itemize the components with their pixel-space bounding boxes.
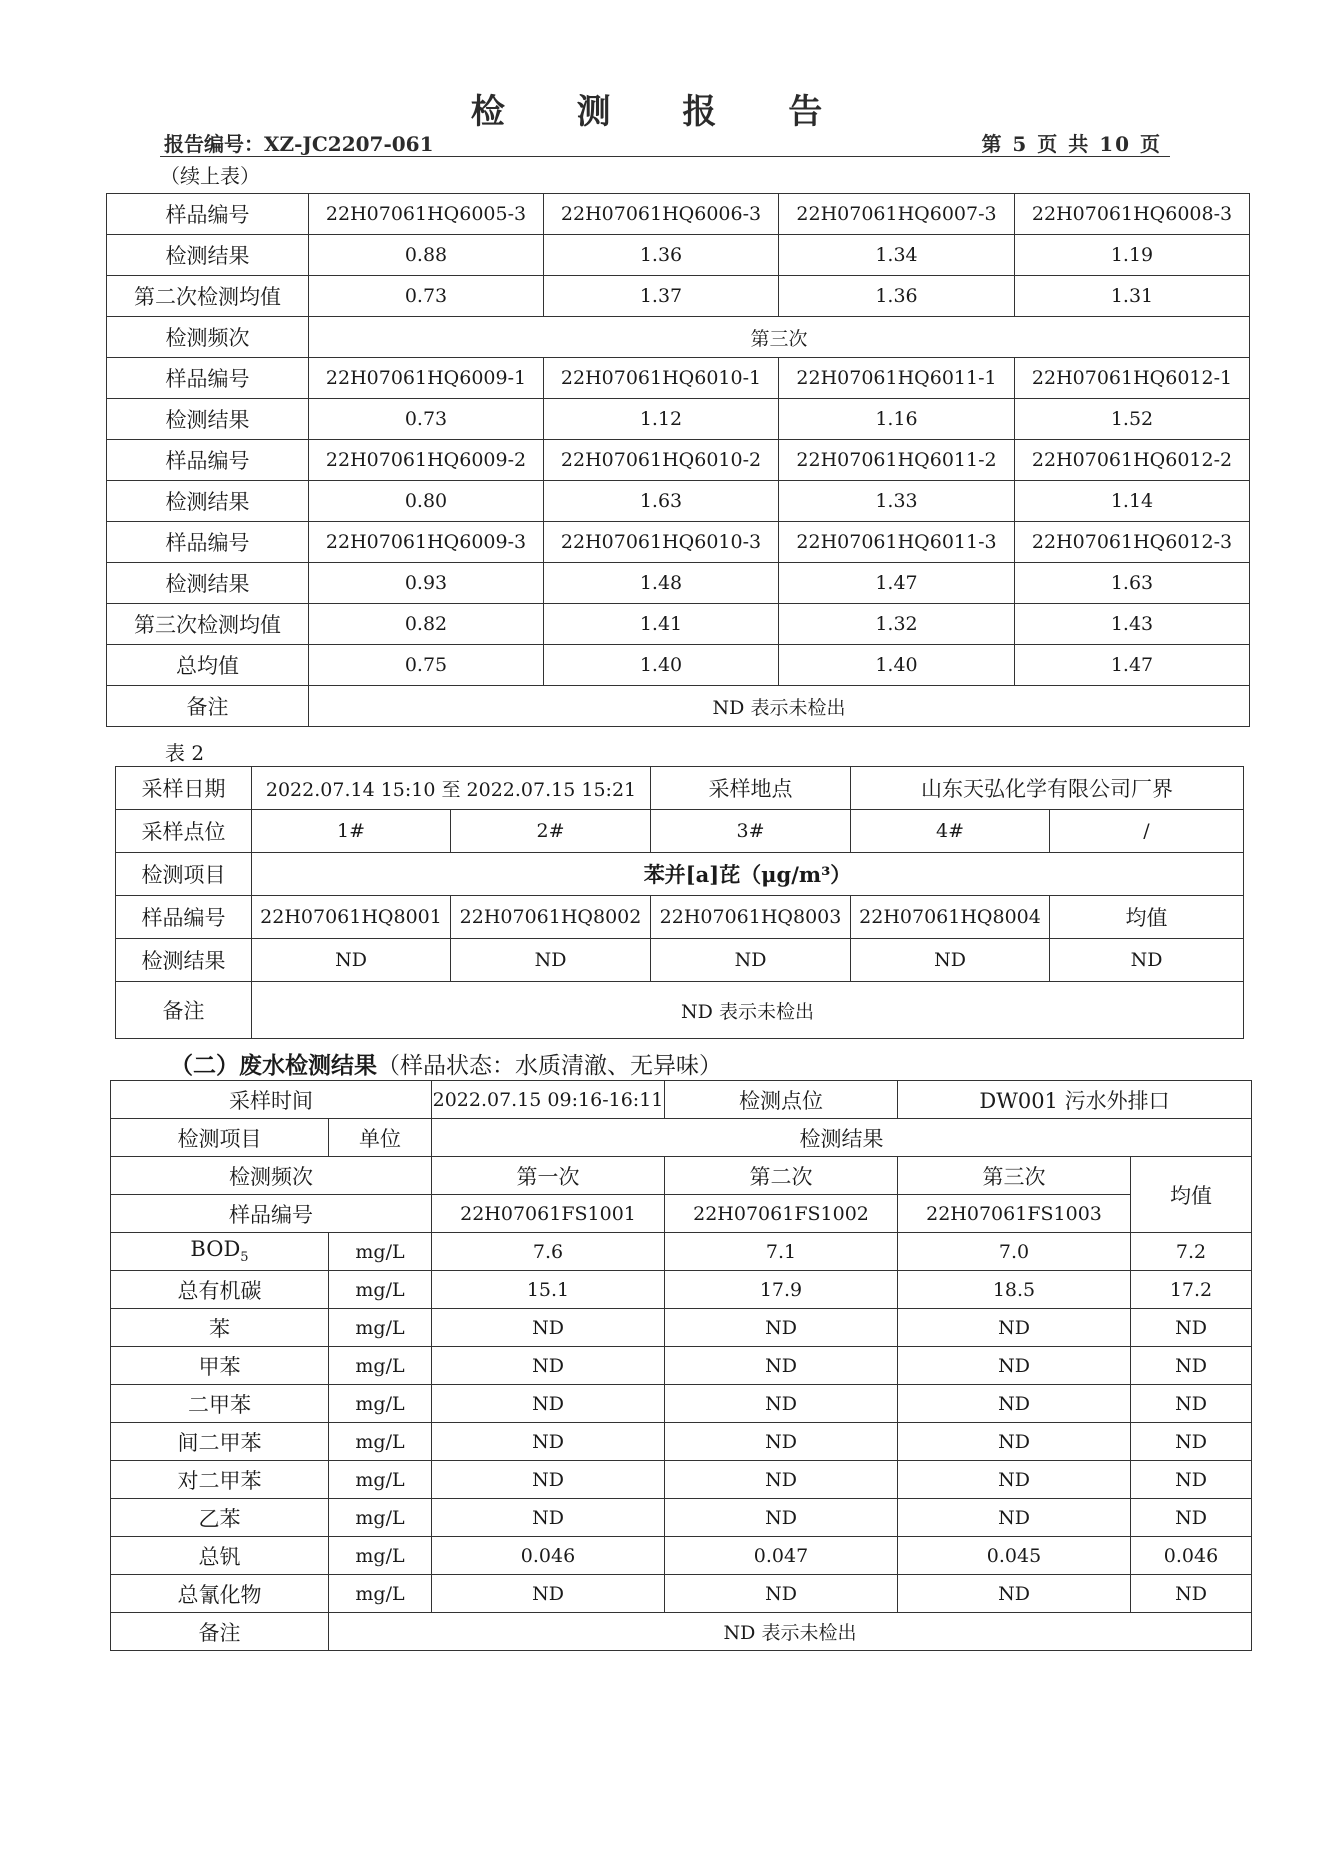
- cell: mg/L: [329, 1309, 432, 1347]
- cell: 22H07061HQ6010-1: [544, 358, 779, 399]
- row-label: 采样点位: [116, 810, 252, 853]
- row-label: 检测结果: [107, 563, 309, 604]
- cell: 1.33: [779, 481, 1015, 522]
- cell: ND: [898, 1385, 1131, 1423]
- row-label: 备注: [116, 982, 252, 1039]
- cell: 1.63: [1015, 563, 1250, 604]
- cell: 山东天弘化学有限公司厂界: [851, 767, 1244, 810]
- cell: 1.47: [1015, 645, 1250, 686]
- table-row: [107, 358, 1250, 399]
- row-label: 检测结果: [107, 481, 309, 522]
- table-row: [111, 1575, 1252, 1613]
- cell: 22H07061HQ6012-3: [1015, 522, 1250, 563]
- table-row: [116, 896, 1244, 939]
- table-row: [107, 686, 1250, 727]
- cell: 22H07061HQ6009-3: [309, 522, 544, 563]
- cell: 22H07061HQ6008-3: [1015, 194, 1250, 235]
- report-number: 报告编号：XZ-JC2207-061: [164, 132, 434, 156]
- row-label: [111, 1233, 329, 1271]
- table-row: [111, 1461, 1252, 1499]
- row-label: 样品编号: [111, 1195, 432, 1233]
- table-row: [116, 810, 1244, 853]
- cell: 22H07061HQ6006-3: [544, 194, 779, 235]
- cell: ND: [432, 1499, 665, 1537]
- cell: ND: [432, 1347, 665, 1385]
- cell: 0.88: [309, 235, 544, 276]
- cell: 0.93: [309, 563, 544, 604]
- cell: /: [1050, 810, 1244, 853]
- cell: 苯并[a]芘（μg/m³）: [252, 853, 1244, 896]
- cell: 0.80: [309, 481, 544, 522]
- report-title: 检 测 报 告: [470, 92, 853, 132]
- cell: mg/L: [329, 1385, 432, 1423]
- row-label: 苯: [111, 1309, 329, 1347]
- row-label: 检测频次: [107, 317, 309, 358]
- row-label: 检测点位: [665, 1081, 898, 1119]
- cell: 22H07061HQ6012-2: [1015, 440, 1250, 481]
- cell: 1.12: [544, 399, 779, 440]
- note-cell: ND 表示未检出: [252, 982, 1244, 1039]
- table-row: [111, 1271, 1252, 1309]
- cell: 22H07061HQ8003: [651, 896, 851, 939]
- cell: 22H07061FS1003: [898, 1195, 1131, 1233]
- cell: 1.36: [544, 235, 779, 276]
- table-row: [107, 604, 1250, 645]
- row-label: 总氰化物: [111, 1575, 329, 1613]
- row-label: 样品编号: [116, 896, 252, 939]
- cell: 1.37: [544, 276, 779, 317]
- cell: 0.046: [432, 1537, 665, 1575]
- cell: 22H07061HQ6011-3: [779, 522, 1015, 563]
- row-label: 样品编号: [107, 522, 309, 563]
- column-header: 均值: [1131, 1157, 1252, 1233]
- cell: mg/L: [329, 1347, 432, 1385]
- cell: ND: [851, 939, 1050, 982]
- table2-caption: 表 2: [165, 741, 205, 765]
- cell: 1.34: [779, 235, 1015, 276]
- cell: 22H07061HQ6012-1: [1015, 358, 1250, 399]
- row-label: 第三次检测均值: [107, 604, 309, 645]
- row-label: 检测结果: [116, 939, 252, 982]
- cell: mg/L: [329, 1461, 432, 1499]
- cell: ND: [651, 939, 851, 982]
- cell: 18.5: [898, 1271, 1131, 1309]
- cell: 22H07061HQ6010-2: [544, 440, 779, 481]
- cell: 7.2: [1131, 1233, 1252, 1271]
- cell: 1.14: [1015, 481, 1250, 522]
- table-row: [107, 317, 1250, 358]
- cell: ND: [665, 1499, 898, 1537]
- cell: 1.31: [1015, 276, 1250, 317]
- cell: ND: [898, 1461, 1131, 1499]
- table-row: [107, 194, 1250, 235]
- table-row: [111, 1157, 1252, 1195]
- cell: 0.73: [309, 399, 544, 440]
- cell: 1.36: [779, 276, 1015, 317]
- row-label: 检测频次: [111, 1157, 432, 1195]
- cell: 22H07061HQ6011-1: [779, 358, 1015, 399]
- cell: 1.19: [1015, 235, 1250, 276]
- row-label: 第二次检测均值: [107, 276, 309, 317]
- cell: ND: [665, 1309, 898, 1347]
- cell: 0.045: [898, 1537, 1131, 1575]
- cell: ND: [898, 1347, 1131, 1385]
- cell: 0.046: [1131, 1537, 1252, 1575]
- report-header-row: [160, 126, 1170, 157]
- cell: ND: [665, 1423, 898, 1461]
- table-row: [107, 645, 1250, 686]
- row-label: 备注: [111, 1613, 329, 1651]
- cell: mg/L: [329, 1271, 432, 1309]
- cell: ND: [1050, 939, 1244, 982]
- cell: ND: [898, 1499, 1131, 1537]
- cell: 1#: [252, 810, 451, 853]
- section-title: [170, 1047, 722, 1080]
- cell: 1.47: [779, 563, 1015, 604]
- cell: 22H07061HQ6009-2: [309, 440, 544, 481]
- cell: 1.63: [544, 481, 779, 522]
- table-row: [111, 1423, 1252, 1461]
- table-row: [107, 235, 1250, 276]
- cell: ND: [665, 1461, 898, 1499]
- column-header: 检测结果: [432, 1119, 1252, 1157]
- table-row: [107, 522, 1250, 563]
- cell: mg/L: [329, 1537, 432, 1575]
- column-header: 单位: [329, 1119, 432, 1157]
- note-cell: ND 表示未检出: [309, 686, 1250, 727]
- cell: 1.41: [544, 604, 779, 645]
- cell: ND: [1131, 1309, 1252, 1347]
- cell: 22H07061HQ6011-2: [779, 440, 1015, 481]
- row-label: 样品编号: [107, 440, 309, 481]
- bod-subscript: 5: [240, 1250, 249, 1266]
- cell: ND: [432, 1385, 665, 1423]
- cell: ND: [1131, 1423, 1252, 1461]
- cell: ND: [432, 1461, 665, 1499]
- cell: ND: [1131, 1575, 1252, 1613]
- cell: ND: [665, 1385, 898, 1423]
- note-cell: ND 表示未检出: [329, 1613, 1252, 1651]
- boundary-table: [115, 766, 1244, 1039]
- cell: 7.0: [898, 1233, 1131, 1271]
- cell: ND: [898, 1423, 1131, 1461]
- table-row: [111, 1613, 1252, 1651]
- cell: ND: [432, 1575, 665, 1613]
- table-row: [107, 440, 1250, 481]
- cell: 第一次: [432, 1157, 665, 1195]
- row-label: 采样时间: [111, 1081, 432, 1119]
- cell: ND: [665, 1575, 898, 1613]
- cell: 15.1: [432, 1271, 665, 1309]
- cell: 17.2: [1131, 1271, 1252, 1309]
- section-heading: （二）废水检测结果: [170, 1052, 377, 1079]
- cell: 2#: [451, 810, 651, 853]
- continued-label: （续上表）: [160, 164, 260, 188]
- cell: 均值: [1050, 896, 1244, 939]
- cell: 22H07061HQ8001: [252, 896, 451, 939]
- cell: ND: [898, 1575, 1131, 1613]
- cell: ND: [898, 1309, 1131, 1347]
- cell: ND: [432, 1309, 665, 1347]
- row-label: 总均值: [107, 645, 309, 686]
- cell: mg/L: [329, 1499, 432, 1537]
- cell: ND: [1131, 1499, 1252, 1537]
- cell: 7.6: [432, 1233, 665, 1271]
- table-row: [111, 1309, 1252, 1347]
- cell: 17.9: [665, 1271, 898, 1309]
- row-label: 对二甲苯: [111, 1461, 329, 1499]
- table-row: [116, 767, 1244, 810]
- cell: 1.40: [544, 645, 779, 686]
- cell: 22H07061FS1002: [665, 1195, 898, 1233]
- cell: ND: [252, 939, 451, 982]
- cell: ND: [432, 1423, 665, 1461]
- cell: 2022.07.15 09:16-16:11: [432, 1081, 665, 1119]
- row-label: 甲苯: [111, 1347, 329, 1385]
- row-label: 检测结果: [107, 235, 309, 276]
- cell: 1.52: [1015, 399, 1250, 440]
- cell: ND: [1131, 1347, 1252, 1385]
- cell: 0.82: [309, 604, 544, 645]
- table-row: [107, 276, 1250, 317]
- wastewater-table: [110, 1080, 1252, 1651]
- cell: 7.1: [665, 1233, 898, 1271]
- table-row: [111, 1385, 1252, 1423]
- table-row: [111, 1537, 1252, 1575]
- cell: ND: [665, 1347, 898, 1385]
- cell: 22H07061HQ6007-3: [779, 194, 1015, 235]
- row-label: 样品编号: [107, 358, 309, 399]
- row-label: 总有机碳: [111, 1271, 329, 1309]
- table-row: [111, 1081, 1252, 1119]
- table-row: [107, 563, 1250, 604]
- cell: 4#: [851, 810, 1050, 853]
- cell: 22H07061HQ6010-3: [544, 522, 779, 563]
- row-label: 样品编号: [107, 194, 309, 235]
- table-row: [111, 1195, 1252, 1233]
- table-row: [116, 939, 1244, 982]
- cell: 3#: [651, 810, 851, 853]
- cell: mg/L: [329, 1233, 432, 1271]
- row-label: 二甲苯: [111, 1385, 329, 1423]
- table-row: [111, 1233, 1252, 1271]
- cell: ND: [1131, 1385, 1252, 1423]
- cell: DW001 污水外排口: [898, 1081, 1252, 1119]
- cell: 22H07061HQ8002: [451, 896, 651, 939]
- table-row: [107, 481, 1250, 522]
- cell: 第三次: [898, 1157, 1131, 1195]
- table-row: [116, 982, 1244, 1039]
- bod-name: BOD: [190, 1237, 241, 1262]
- cell: 0.73: [309, 276, 544, 317]
- cell: 第三次: [309, 317, 1250, 358]
- page-info: 第 5 页 共 10 页: [981, 132, 1162, 156]
- table-row: [107, 399, 1250, 440]
- row-label: 备注: [107, 686, 309, 727]
- table-row: [111, 1347, 1252, 1385]
- row-label: 乙苯: [111, 1499, 329, 1537]
- cell: 1.40: [779, 645, 1015, 686]
- cell: 22H07061HQ8004: [851, 896, 1050, 939]
- cell: 1.32: [779, 604, 1015, 645]
- section-subtitle: （样品状态：水质清澈、无异味）: [377, 1053, 722, 1079]
- cell: ND: [451, 939, 651, 982]
- air-results-table: [106, 193, 1250, 727]
- cell: 1.16: [779, 399, 1015, 440]
- table-row: [111, 1119, 1252, 1157]
- table-row: [111, 1499, 1252, 1537]
- cell: mg/L: [329, 1575, 432, 1613]
- cell: 0.75: [309, 645, 544, 686]
- cell: 22H07061HQ6005-3: [309, 194, 544, 235]
- cell: 2022.07.14 15:10 至 2022.07.15 15:21: [252, 767, 651, 810]
- row-label: 采样日期: [116, 767, 252, 810]
- cell: 0.047: [665, 1537, 898, 1575]
- cell: mg/L: [329, 1423, 432, 1461]
- cell: 22H07061FS1001: [432, 1195, 665, 1233]
- cell: 1.48: [544, 563, 779, 604]
- row-label: 检测结果: [107, 399, 309, 440]
- row-label: 采样地点: [651, 767, 851, 810]
- row-label: 检测项目: [116, 853, 252, 896]
- cell: 第二次: [665, 1157, 898, 1195]
- row-label: 间二甲苯: [111, 1423, 329, 1461]
- column-header: 检测项目: [111, 1119, 329, 1157]
- row-label: 总钒: [111, 1537, 329, 1575]
- cell: ND: [1131, 1461, 1252, 1499]
- cell: 1.43: [1015, 604, 1250, 645]
- cell: 22H07061HQ6009-1: [309, 358, 544, 399]
- table-row: [116, 853, 1244, 896]
